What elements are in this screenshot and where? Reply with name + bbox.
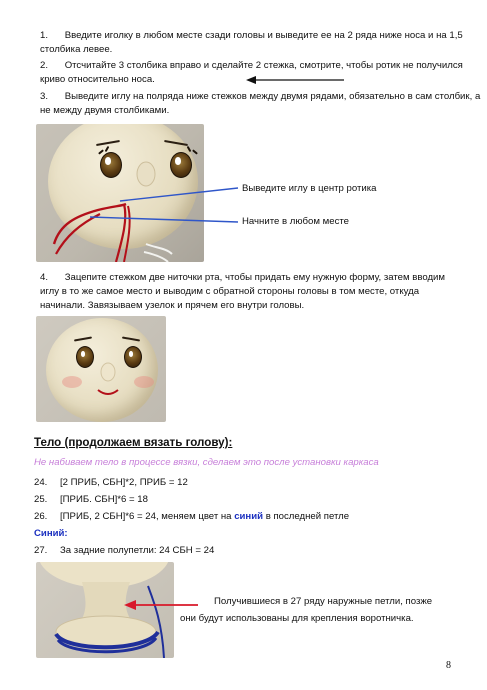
step-text: Выведите иглу на полряда ниже стежков между двумя рядами, обязательно в сам столбик, а [64,91,481,102]
callout-center: Выведите иглу в центр ротика [242,183,377,194]
row-text-end: в последней петле [265,511,350,522]
row-26 [34,510,350,524]
color-word: синий [234,511,264,522]
doll-head-photo-finished [36,316,166,422]
step-3 [40,90,480,104]
step-2 [40,59,463,73]
photo-caption-2: они будут использованы для крепления воротничка. [180,613,414,624]
row-25 [34,493,148,507]
note-text: Не набиваем тело в процессе вязки, сделаем это после установки каркаса [34,457,379,468]
step-number: 2. [40,60,49,71]
row-24 [34,476,188,490]
step-number: 3. [40,91,49,102]
step-4-cont-1: иглу в то же самое место и выводим с обратной стороны головы в том месте, откуда [40,286,420,297]
step-2-cont: криво относительно носа. [40,74,155,85]
step-text: Введите иголку в любом месте сзади головы и выведите ее на 2 ряда ниже носа и на 1,5 [64,30,463,41]
row-text: [2 ПРИБ, СБН]*2, ПРИБ = 12 [60,477,188,488]
step-text: Отсчитайте 3 столбика вправо и сделайте 2 стежка, смотрите, чтобы ротик не получился [64,60,463,71]
callout-arrows [90,180,240,230]
callout-start: Начните в любом месте [242,216,349,227]
row-text: [ПРИБ. СБН]*6 = 18 [60,494,148,505]
color-label: Синий: [34,528,68,539]
arrow-red-icon [124,598,198,612]
row-number: 24. [34,477,48,488]
photo-caption-1: Получившиеся в 27 ряду наружные петли, позже [214,596,433,607]
row-number: 27. [34,545,48,556]
step-4-cont-2: начинали. Завязываем узелок и прячем его внутри головы. [40,300,305,311]
step-1-cont: столбика левее. [40,44,113,55]
step-1 [40,29,463,43]
row-number: 25. [34,494,48,505]
step-4 [40,271,445,285]
row-text: За задние полупетли: 24 СБН = 24 [60,545,215,556]
arrow-left-icon [246,74,346,86]
page-number: 8 [446,660,451,671]
row-text: [ПРИБ, 2 СБН]*6 = 24, меняем цвет на [60,511,232,522]
row-number: 26. [34,511,48,522]
step-3-cont: не между двумя столбиками. [40,105,170,116]
step-number: 4. [40,272,49,283]
section-title: Тело (продолжаем вязать голову): [34,436,233,449]
row-27 [34,544,215,558]
step-text: Зацепите стежком две ниточки рта, чтобы придать ему нужную форму, затем вводим [64,272,445,283]
step-number: 1. [40,30,49,41]
